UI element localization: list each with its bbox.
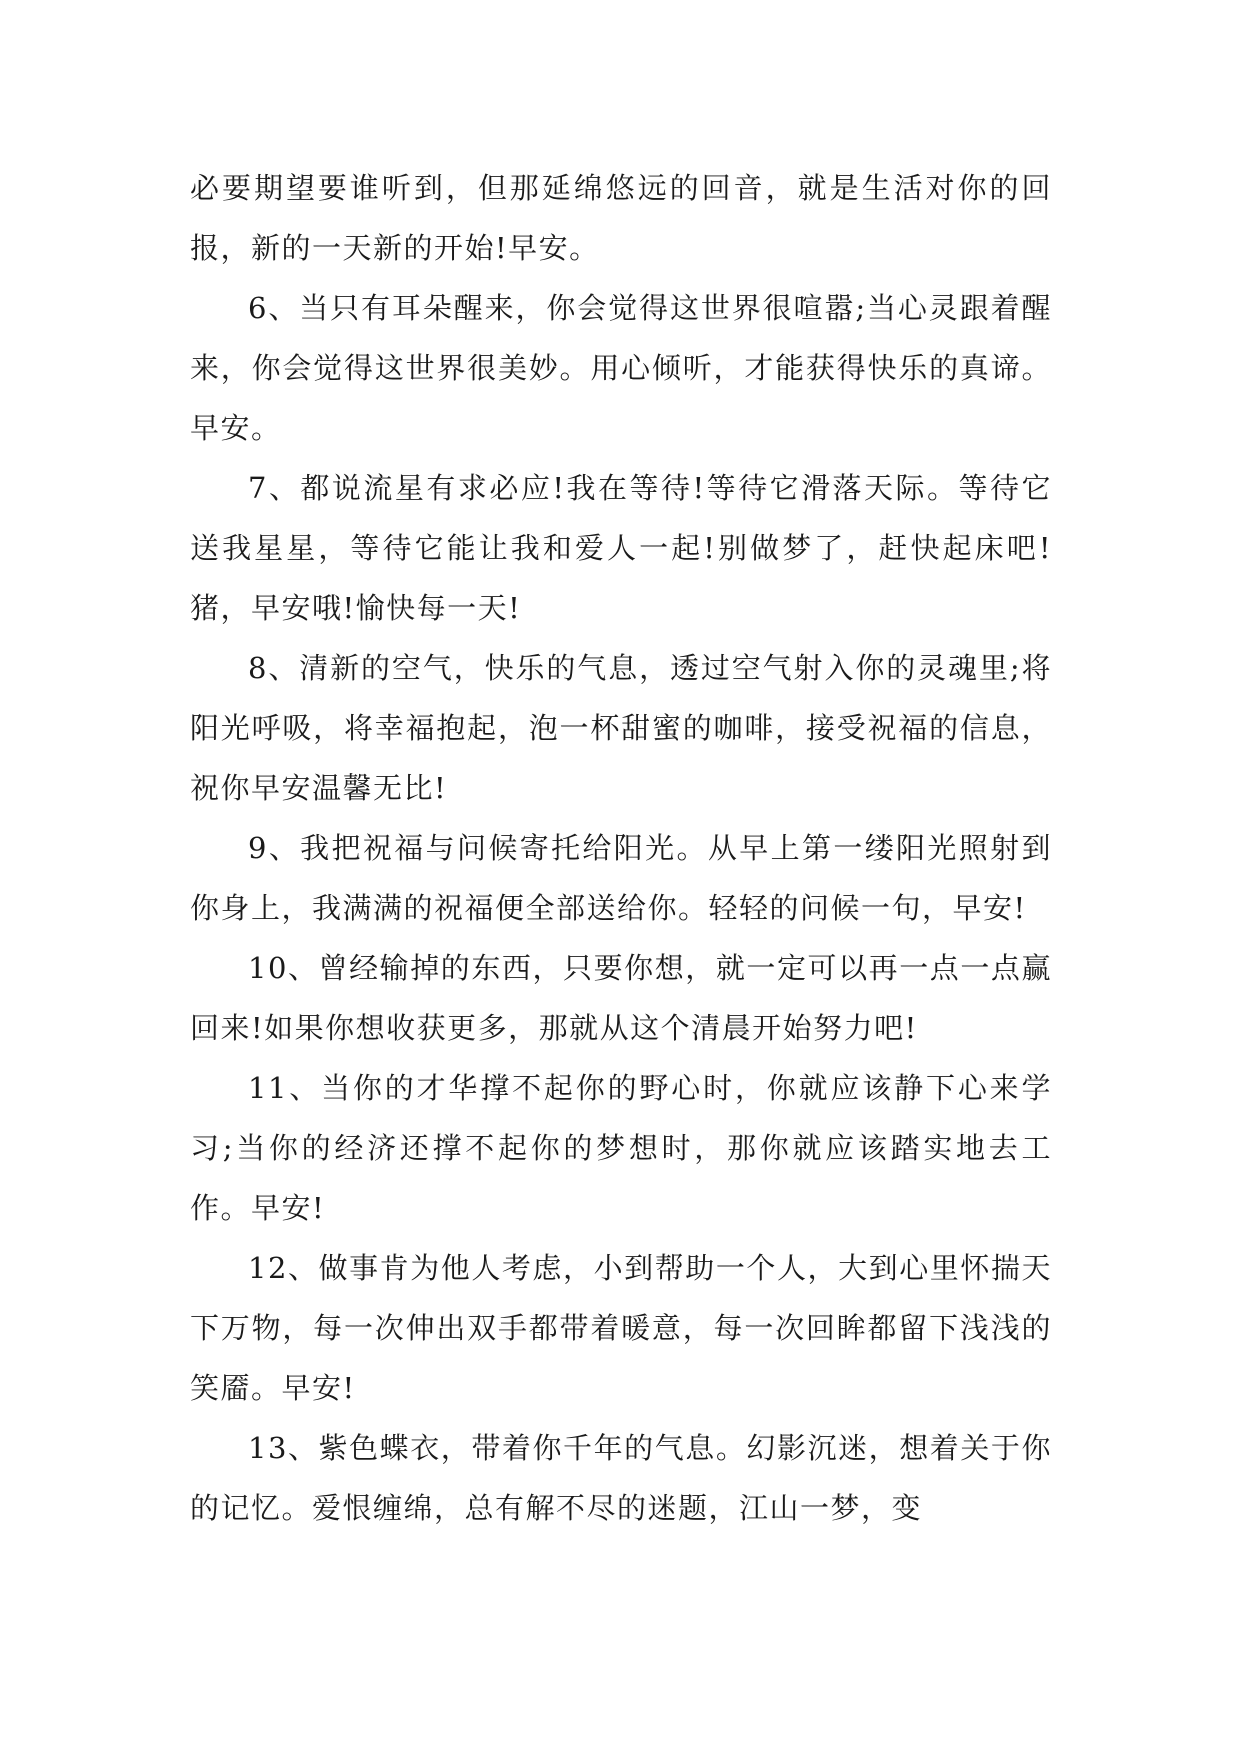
body-text xyxy=(190,158,1052,1538)
paragraph-11: 11、当你的才华撑不起你的野心时，你就应该静下心来学习;当你的经济还撑不起你的梦想时，那你就应该踏实地去工作。早安! xyxy=(190,1071,1052,1225)
paragraph-10: 10、曾经输掉的东西，只要你想，就一定可以再一点一点赢回来!如果你想收获更多，那就从这个清晨开始努力吧! xyxy=(190,951,1052,1045)
paragraph-9: 9、我把祝福与问候寄托给阳光。从早上第一缕阳光照射到你身上，我满满的祝福便全部送给你。轻轻的问候一句，早安! xyxy=(190,831,1052,925)
paragraph-continuation: 必要期望要谁听到，但那延绵悠远的回音，就是生活对你的回报，新的一天新的开始!早安。 xyxy=(190,171,1052,265)
paragraph-13: 13、紫色蝶衣，带着你千年的气息。幻影沉迷，想着关于你的记忆。爱恨缠绵，总有解不尽的迷题，江山一梦，变 xyxy=(190,1431,1052,1525)
paragraph-6: 6、当只有耳朵醒来，你会觉得这世界很喧嚣;当心灵跟着醒来，你会觉得这世界很美妙。用心倾听，才能获得快乐的真谛。早安。 xyxy=(190,291,1052,445)
paragraph-12: 12、做事肯为他人考虑，小到帮助一个人，大到心里怀揣天下万物，每一次伸出双手都带着暖意，每一次回眸都留下浅浅的笑靥。早安! xyxy=(190,1251,1052,1405)
paragraph-8: 8、清新的空气，快乐的气息，透过空气射入你的灵魂里;将阳光呼吸，将幸福抱起，泡一杯甜蜜的咖啡，接受祝福的信息，祝你早安温馨无比! xyxy=(190,651,1052,805)
paragraph-7: 7、都说流星有求必应!我在等待!等待它滑落天际。等待它送我星星，等待它能让我和爱人一起!别做梦了，赶快起床吧!猪，早安哦!愉快每一天! xyxy=(190,471,1052,625)
